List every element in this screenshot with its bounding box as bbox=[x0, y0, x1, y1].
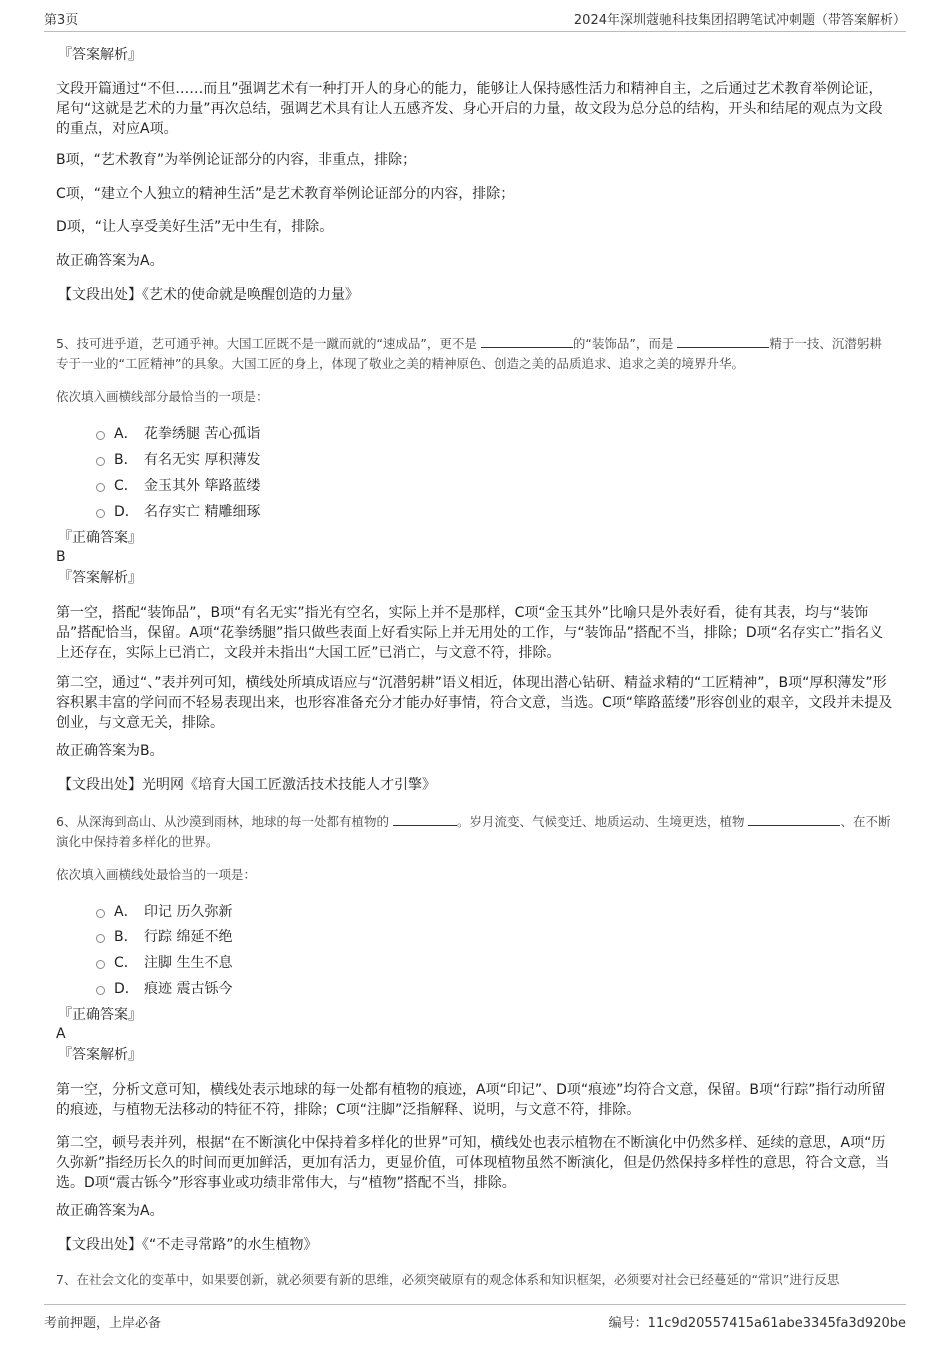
source-citation: 【文段出处】《艺术的使命就是唤醒创造的力量》 bbox=[58, 287, 359, 303]
radio-icon[interactable] bbox=[96, 909, 105, 918]
option-b[interactable]: B． 行踪 绵延不绝 bbox=[96, 925, 232, 947]
question-stem: 5、技可进乎道，艺可通乎神。大国工匠既不是一蹴而就的“速成品”，更不是 的“装饰品”，而是 精于一技、沉潜躬耕专于一业的“工匠精神”的具象。大国工匠的身上，体现了敬业之美的精神原色、创造之美的品质追求、追求之美的境界升华。 bbox=[56, 336, 882, 371]
analysis-paragraph: B项，“艺术教育”为举例论证部分的内容，非重点，排除； bbox=[56, 152, 417, 168]
analysis-label: 『答案解析』 bbox=[58, 1047, 142, 1063]
conclusion: 故正确答案为A。 bbox=[56, 1203, 164, 1219]
radio-icon[interactable] bbox=[96, 986, 105, 995]
question-stem: 6、从深海到高山、从沙漠到雨林，地球的每一处都有植物的 。岁月流变、气候变迁、地质运动、生境更迭，植物 、在不断演化中保持着多样化的世界。 bbox=[56, 814, 891, 849]
document-title: 2024年深圳蔻驰科技集团招聘笔试冲刺题（带答案解析） bbox=[573, 13, 906, 28]
option-a[interactable]: A． 印记 历久弥新 bbox=[96, 900, 232, 922]
correct-answer: B bbox=[56, 549, 66, 565]
analysis-label: 『答案解析』 bbox=[58, 570, 142, 586]
option-d[interactable]: D． 名存实亡 精雕细琢 bbox=[96, 500, 260, 522]
fill-blank bbox=[677, 334, 769, 348]
page-number: 第3页 bbox=[44, 13, 79, 28]
conclusion: 故正确答案为B。 bbox=[56, 743, 164, 759]
question-prompt: 依次填入画横线部分最恰当的一项是： bbox=[56, 389, 269, 404]
radio-icon[interactable] bbox=[96, 457, 105, 466]
page-footer bbox=[44, 1304, 906, 1331]
analysis-paragraph: 第二空，顿号表并列，根据“在不断演化中保持着多样化的世界”可知，横线处也表示植物在不断演化中仍然多样、延续的意思，A项“历久弥新”指经历长久的时间而更加鲜活，更加有活力，更显价值，可体现植物虽然不断演化，但是仍然保持多样性的意思，符合文意，当选。D项“震古铄今”形容事业或功绩非常伟大，与“植物”搭配不当，排除。 bbox=[56, 1135, 890, 1191]
analysis-paragraph: D项，“让人享受美好生活”无中生有，排除。 bbox=[56, 219, 334, 235]
footer-slogan: 考前押题，上岸必备 bbox=[44, 1316, 162, 1331]
fill-blank bbox=[748, 812, 840, 826]
fill-blank bbox=[393, 812, 457, 826]
analysis-paragraph: 第二空，通过“、”表并列可知，横线处所填成语应与“沉潜躬耕”语义相近，体现出潜心钻研、精益求精的“工匠精神”，B项“厚积薄发”形容积累丰富的学问而不轻易表现出来，也形容准备充分才能办好事情，符合文意，当选。C项“筚路蓝缕”形容创业的艰辛，文段并未提及创业，与文意无关，排除。 bbox=[56, 675, 893, 731]
option-c[interactable]: C． 金玉其外 筚路蓝缕 bbox=[96, 474, 260, 496]
radio-icon[interactable] bbox=[96, 431, 105, 440]
document-code: 编号：11c9d20557415a61abe3345fa3d920be bbox=[608, 1316, 906, 1331]
question-stem: 7、在社会文化的变革中，如果要创新，就必须要有新的思维，必须突破原有的观念体系和知识框架，必须要对社会已经蔓延的“常识”进行反思 bbox=[56, 1272, 840, 1287]
option-c[interactable]: C． 注脚 生生不息 bbox=[96, 951, 232, 973]
question-prompt: 依次填入画横线处最恰当的一项是： bbox=[56, 867, 257, 882]
analysis-label: 『答案解析』 bbox=[58, 47, 142, 63]
radio-icon[interactable] bbox=[96, 509, 105, 518]
analysis-paragraph: 第一空，搭配“装饰品”，B项“有名无实”指光有空名，实际上并不是那样，C项“金玉其外”比喻只是外表好看，徒有其表，均与“装饰品”搭配恰当，保留。A项“花拳绣腿”指只做些表面上好看实际上并无用处的工作，与“装饰品”搭配不当，排除；D项“名存实亡”指名义上还存在，实际上已消亡，文段并未指出“大国工匠”已消亡，与文意不符，排除。 bbox=[56, 605, 884, 661]
correct-answer-label: 『正确答案』 bbox=[58, 1007, 142, 1023]
radio-icon[interactable] bbox=[96, 934, 105, 943]
page-header bbox=[44, 9, 906, 32]
correct-answer: A bbox=[56, 1026, 66, 1042]
option-d[interactable]: D． 痕迹 震古铄今 bbox=[96, 977, 232, 999]
correct-answer-label: 『正确答案』 bbox=[58, 530, 142, 546]
option-a[interactable]: A． 花拳绣腿 苦心孤诣 bbox=[96, 422, 260, 444]
radio-icon[interactable] bbox=[96, 960, 105, 969]
radio-icon[interactable] bbox=[96, 483, 105, 492]
conclusion: 故正确答案为A。 bbox=[56, 253, 164, 269]
source-citation: 【文段出处】光明网《培育大国工匠激活技术技能人才引擎》 bbox=[58, 777, 436, 793]
analysis-paragraph: 第一空，分析文意可知，横线处表示地球的每一处都有植物的痕迹，A项“印记”、D项“痕迹”均符合文意，保留。B项“行踪”指行动所留的痕迹，与植物无法移动的特征不符，排除；C项“注脚”泛指解释、说明，与文意不符，排除。 bbox=[56, 1082, 886, 1118]
fill-blank bbox=[481, 334, 573, 348]
analysis-paragraph: 文段开篇通过“不但……而且”强调艺术有一种打开人的身心的能力，能够让人保持感性活力和精神自主，之后通过艺术教育举例论证，尾句“这就是艺术的力量”再次总结，强调艺术具有让人五感齐发、身心开启的力量，故文段为总分总的结构，开头和结尾的观点为文段的重点，对应A项。 bbox=[56, 81, 883, 137]
source-citation: 【文段出处】《“不走寻常路”的水生植物》 bbox=[58, 1237, 318, 1253]
option-b[interactable]: B． 有名无实 厚积薄发 bbox=[96, 448, 260, 470]
analysis-paragraph: C项，“建立个人独立的精神生活”是艺术教育举例论证部分的内容，排除； bbox=[56, 186, 515, 202]
